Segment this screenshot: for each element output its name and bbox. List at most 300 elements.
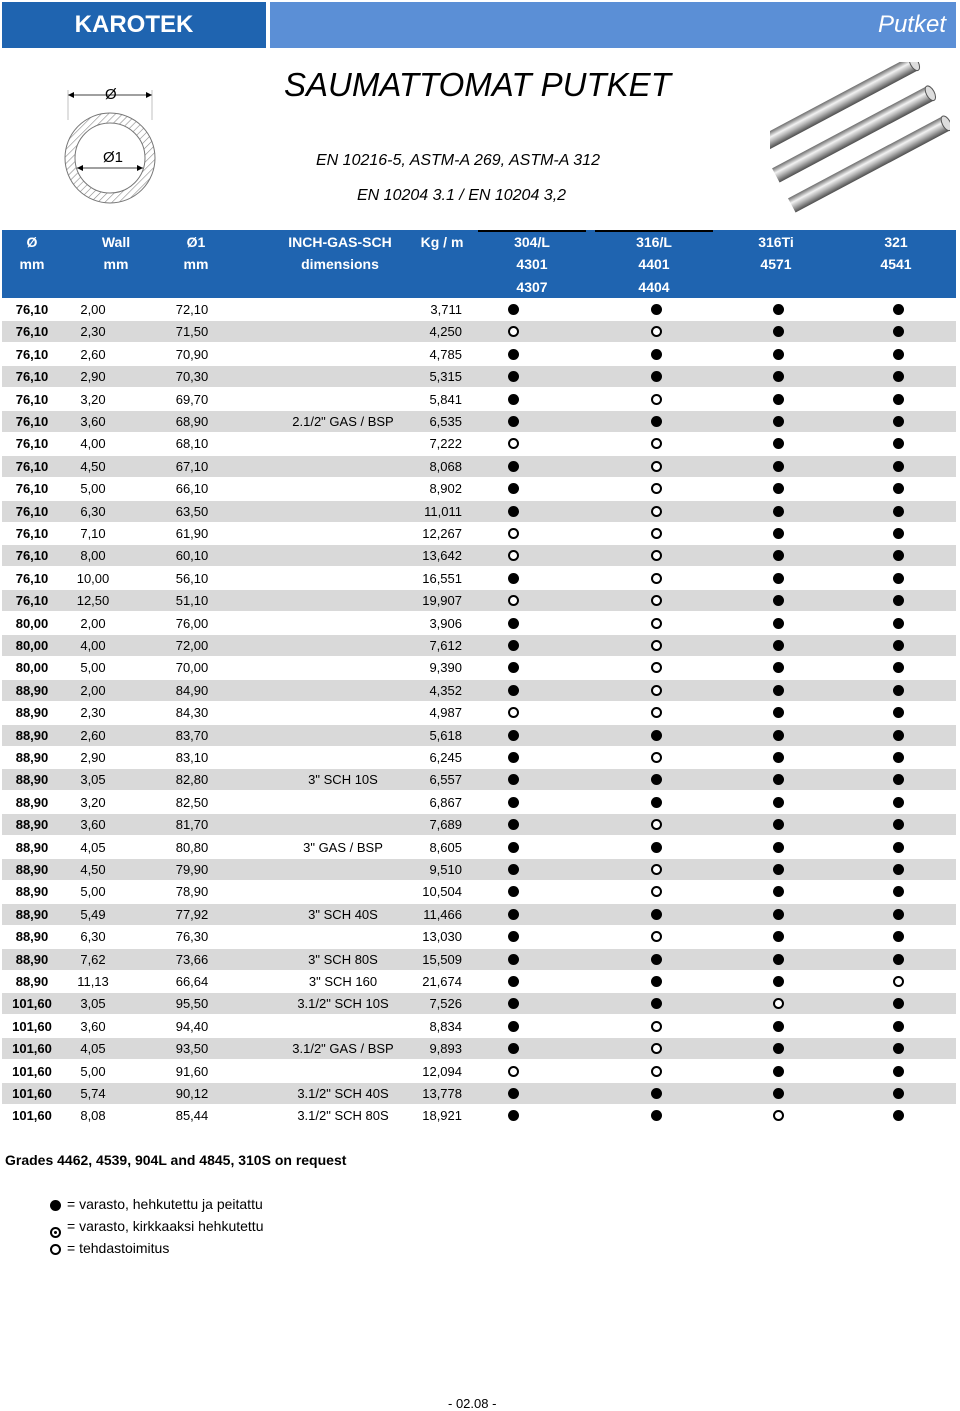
filled-dot-icon xyxy=(773,685,784,696)
table-row xyxy=(2,769,956,790)
inch-dimension-cell xyxy=(278,702,408,723)
outer-diameter-cell: 76,10 xyxy=(15,324,49,340)
inch-dimension-cell xyxy=(278,814,408,835)
filled-dot-icon xyxy=(893,416,904,427)
filled-dot-icon xyxy=(651,909,662,920)
ring-icon xyxy=(508,1066,519,1077)
outer-diameter-cell: 101,60 xyxy=(12,1063,52,1079)
table-row xyxy=(2,635,956,656)
weight-cell: 11,011 xyxy=(424,503,462,519)
weight-cell: 8,605 xyxy=(429,839,462,855)
wall-cell: 2,30 xyxy=(80,705,106,721)
table-row xyxy=(2,568,956,589)
filled-dot-icon xyxy=(893,506,904,517)
outer-diameter-cell: 88,90 xyxy=(15,705,49,721)
wall-cell: 2,60 xyxy=(80,346,106,362)
inch-dimension-cell xyxy=(278,523,408,544)
inch-dimension-cell xyxy=(278,299,408,320)
wall-cell: 2,30 xyxy=(80,324,106,340)
filled-dot-icon xyxy=(893,1110,904,1121)
weight-cell: 7,526 xyxy=(429,996,462,1012)
inner-diameter-cell: 85,44 xyxy=(175,1108,209,1124)
weight-cell: 6,867 xyxy=(429,794,462,810)
wall-cell: 10,00 xyxy=(76,570,110,586)
filled-dot-icon xyxy=(773,416,784,427)
inch-dimension-cell xyxy=(278,1061,408,1082)
filled-dot-icon xyxy=(893,730,904,741)
wall-cell: 4,50 xyxy=(80,458,106,474)
filled-dot-icon xyxy=(893,461,904,472)
outer-diameter-cell: 76,10 xyxy=(15,302,49,317)
filled-dot-icon xyxy=(508,819,519,830)
pipes-product-illustration xyxy=(770,62,950,222)
ring-icon xyxy=(651,326,662,337)
weight-cell: 7,689 xyxy=(429,817,462,833)
filled-dot-icon xyxy=(773,349,784,360)
filled-dot-icon xyxy=(893,842,904,853)
weight-cell: 5,618 xyxy=(429,727,462,743)
table-row xyxy=(2,545,956,566)
filled-dot-icon xyxy=(773,954,784,965)
table-row xyxy=(2,590,956,611)
filled-dot-icon xyxy=(893,752,904,763)
inner-diameter-cell: 60,10 xyxy=(175,548,209,564)
table-row xyxy=(2,1083,956,1104)
filled-dot-icon xyxy=(893,483,904,494)
inner-diameter-cell: 76,30 xyxy=(175,929,209,945)
inner-diameter-cell: 84,90 xyxy=(175,682,209,698)
inner-diameter-cell: 82,80 xyxy=(175,772,209,788)
inner-diameter-label: Ø1 xyxy=(103,149,124,166)
outer-diameter-cell: 76,10 xyxy=(15,391,49,407)
filled-dot-icon xyxy=(773,483,784,494)
filled-dot-icon xyxy=(893,1088,904,1099)
header-tab-304 xyxy=(478,230,586,232)
table-row xyxy=(2,366,956,387)
outer-diameter-cell: 101,60 xyxy=(12,1041,52,1057)
filled-dot-icon xyxy=(508,730,519,741)
table-row xyxy=(2,501,956,522)
ring-icon xyxy=(651,886,662,897)
filled-dot-icon xyxy=(508,1021,519,1032)
weight-cell: 16,551 xyxy=(422,570,462,586)
wall-cell: 5,00 xyxy=(80,1063,106,1079)
table-row xyxy=(2,433,956,454)
inner-diameter-cell: 71,50 xyxy=(175,324,209,340)
filled-dot-icon xyxy=(773,438,784,449)
outer-diameter-cell: 76,10 xyxy=(15,503,49,519)
wall-cell: 4,05 xyxy=(80,1041,106,1057)
weight-cell: 4,987 xyxy=(429,705,462,721)
inner-diameter-cell: 79,90 xyxy=(175,862,209,877)
filled-dot-icon xyxy=(773,976,784,987)
inch-dimension-cell xyxy=(278,1016,408,1037)
wall-cell: 5,00 xyxy=(80,884,106,900)
filled-dot-icon xyxy=(893,573,904,584)
standard-line-2: EN 10204 3.1 / EN 10204 3,2 xyxy=(357,187,567,204)
ring-icon xyxy=(651,752,662,763)
filled-dot-icon xyxy=(893,707,904,718)
outer-diameter-cell: 88,90 xyxy=(15,974,49,989)
filled-dot-icon xyxy=(508,573,519,584)
inner-diameter-cell: 82,50 xyxy=(175,794,209,810)
table-row xyxy=(2,881,956,902)
filled-dot-icon xyxy=(773,662,784,673)
col-321-num: 4541 xyxy=(880,256,912,272)
col-316-num1: 4401 xyxy=(638,256,670,272)
col-id-label: Ø1 xyxy=(186,234,206,250)
weight-cell: 21,674 xyxy=(422,974,462,989)
filled-dot-icon xyxy=(508,1110,519,1121)
wall-cell: 3,05 xyxy=(80,996,106,1012)
inch-dimension-cell xyxy=(278,321,408,342)
filled-dot-icon xyxy=(893,685,904,696)
table-row xyxy=(2,456,956,477)
table-row xyxy=(2,299,956,320)
filled-dot-icon xyxy=(773,864,784,875)
filled-dot-icon xyxy=(773,461,784,472)
wall-cell: 8,08 xyxy=(80,1108,106,1124)
weight-cell: 5,315 xyxy=(429,369,462,385)
filled-dot-icon xyxy=(773,909,784,920)
wall-cell: 6,30 xyxy=(80,929,106,945)
filled-dot-icon xyxy=(508,461,519,472)
inch-dimension-cell: 3" GAS / BSP xyxy=(303,839,383,855)
weight-cell: 12,094 xyxy=(422,1063,462,1079)
filled-dot-icon xyxy=(508,685,519,696)
ring-icon xyxy=(651,595,662,606)
wall-cell: 5,00 xyxy=(80,481,106,497)
filled-dot-icon xyxy=(773,394,784,405)
wall-cell: 2,00 xyxy=(80,302,106,317)
filled-dot-icon xyxy=(508,662,519,673)
filled-dot-icon xyxy=(508,416,519,427)
inch-dimension-cell xyxy=(278,657,408,678)
filled-dot-icon xyxy=(773,506,784,517)
outer-diameter-cell: 101,60 xyxy=(12,996,52,1012)
inch-dimension-cell xyxy=(278,389,408,410)
table-row xyxy=(2,1016,956,1037)
filled-dot-icon xyxy=(893,797,904,808)
outer-diameter-cell: 76,10 xyxy=(15,414,49,429)
weight-cell: 12,267 xyxy=(422,526,462,541)
weight-cell: 19,907 xyxy=(422,593,462,609)
filled-dot-icon xyxy=(508,506,519,517)
outer-diameter-cell: 101,60 xyxy=(12,1108,52,1124)
filled-dot-icon xyxy=(773,371,784,382)
inch-dimension-cell: 3.1/2" GAS / BSP xyxy=(292,1041,394,1057)
standard-line-1: EN 10216-5, ASTM-A 269, ASTM-A 312 xyxy=(316,152,600,169)
table-row xyxy=(2,971,956,992)
filled-dot-icon xyxy=(893,618,904,629)
inner-diameter-cell: 94,40 xyxy=(175,1018,209,1034)
outer-diameter-cell: 101,60 xyxy=(12,1086,52,1101)
legend-text: = varasto, hehkutettu ja peitattu xyxy=(67,1196,263,1212)
table-row xyxy=(2,702,956,723)
table-row xyxy=(2,680,956,701)
inch-dimension-cell xyxy=(278,501,408,522)
ring-icon xyxy=(651,506,662,517)
ring-icon xyxy=(651,1066,662,1077)
wall-cell: 7,62 xyxy=(80,951,106,967)
col-sch-label: INCH-GAS-SCH xyxy=(288,234,392,250)
filled-dot-icon xyxy=(651,349,662,360)
filled-dot-icon xyxy=(50,1200,61,1211)
filled-dot-icon xyxy=(651,842,662,853)
ring-icon xyxy=(508,326,519,337)
filled-dot-icon xyxy=(508,304,519,315)
filled-dot-icon xyxy=(651,304,662,315)
inner-diameter-cell: 70,30 xyxy=(175,369,209,385)
filled-dot-icon xyxy=(893,954,904,965)
filled-dot-icon xyxy=(651,797,662,808)
wall-cell: 5,49 xyxy=(80,906,106,922)
inner-diameter-cell: 66,64 xyxy=(175,974,209,989)
inner-diameter-cell: 73,66 xyxy=(175,951,209,967)
filled-dot-icon xyxy=(773,1021,784,1032)
outer-diameter-cell: 88,90 xyxy=(15,794,49,810)
weight-cell: 13,642 xyxy=(422,548,462,564)
inner-diameter-cell: 83,70 xyxy=(175,727,209,743)
page-title: SAUMATTOMAT PUTKET xyxy=(284,66,671,103)
ring-icon xyxy=(508,707,519,718)
inner-diameter-cell: 68,10 xyxy=(175,436,209,452)
ring-icon xyxy=(508,550,519,561)
wall-cell: 8,00 xyxy=(80,548,106,564)
filled-dot-icon xyxy=(508,1088,519,1099)
col-304-num2: 4307 xyxy=(516,279,548,295)
weight-cell: 13,030 xyxy=(422,929,462,945)
outer-diameter-cell: 88,90 xyxy=(15,951,49,967)
table-row xyxy=(2,1105,956,1126)
outer-diameter-label: Ø xyxy=(105,86,117,103)
header-tab-316 xyxy=(595,230,713,232)
ring-icon xyxy=(651,864,662,875)
filled-dot-icon xyxy=(651,730,662,741)
table-row xyxy=(2,837,956,858)
weight-cell: 4,250 xyxy=(429,324,462,340)
outer-diameter-cell: 76,10 xyxy=(15,458,49,474)
inner-diameter-cell: 56,10 xyxy=(175,570,209,586)
legend-text: = varasto, kirkkaaksi hehkutettu xyxy=(67,1218,264,1234)
outer-diameter-cell: 88,90 xyxy=(15,727,49,743)
filled-dot-icon xyxy=(773,573,784,584)
weight-cell: 6,535 xyxy=(429,414,462,429)
table-row xyxy=(2,613,956,634)
filled-dot-icon xyxy=(773,304,784,315)
inner-diameter-cell: 81,70 xyxy=(175,817,209,833)
inner-diameter-cell: 77,92 xyxy=(175,906,209,922)
inner-diameter-cell: 69,70 xyxy=(175,391,209,407)
weight-cell: 4,785 xyxy=(429,346,462,362)
filled-dot-icon xyxy=(893,909,904,920)
filled-dot-icon xyxy=(773,326,784,337)
filled-dot-icon xyxy=(773,618,784,629)
filled-dot-icon xyxy=(508,349,519,360)
legend-item-stock-pickled xyxy=(50,1196,263,1212)
wall-cell: 3,20 xyxy=(80,794,106,810)
outer-diameter-cell: 88,90 xyxy=(15,839,49,855)
outer-diameter-cell: 88,90 xyxy=(15,682,49,698)
inch-dimension-cell: 3" SCH 10S xyxy=(308,772,378,788)
ring-icon xyxy=(651,573,662,584)
brand-header: KAROTEK xyxy=(2,2,266,48)
weight-cell: 6,557 xyxy=(429,772,462,788)
inch-dimension-cell: 3" SCH 160 xyxy=(308,974,378,989)
weight-cell: 10,504 xyxy=(422,884,462,900)
inch-dimension-cell: 3" SCH 40S xyxy=(308,906,378,922)
inch-dimension-cell xyxy=(278,568,408,589)
filled-dot-icon xyxy=(893,1066,904,1077)
ring-icon xyxy=(651,1021,662,1032)
wall-cell: 4,50 xyxy=(80,862,106,877)
table-row xyxy=(2,411,956,432)
ring-icon xyxy=(651,394,662,405)
inch-dimension-cell xyxy=(278,456,408,477)
table-row xyxy=(2,725,956,746)
inner-diameter-cell: 68,90 xyxy=(175,414,209,429)
table-row xyxy=(2,344,956,365)
ring-icon xyxy=(651,662,662,673)
wall-cell: 3,60 xyxy=(80,414,106,429)
weight-cell: 13,778 xyxy=(422,1086,462,1101)
outer-diameter-cell: 80,00 xyxy=(15,660,49,676)
wall-cell: 4,00 xyxy=(80,638,106,653)
filled-dot-icon xyxy=(508,618,519,629)
inch-dimension-cell xyxy=(278,478,408,499)
filled-dot-icon xyxy=(651,371,662,382)
filled-dot-icon xyxy=(508,954,519,965)
ring-icon xyxy=(893,976,904,987)
weight-cell: 3,711 xyxy=(430,302,462,317)
filled-dot-icon xyxy=(893,931,904,942)
table-row xyxy=(2,657,956,678)
filled-dot-icon xyxy=(893,528,904,539)
col-304-num1: 4301 xyxy=(516,256,548,272)
legend-item-factory xyxy=(50,1240,169,1256)
ring-icon xyxy=(651,528,662,539)
inner-diameter-cell: 70,00 xyxy=(175,660,209,676)
filled-dot-icon xyxy=(893,371,904,382)
inch-dimension-cell xyxy=(278,590,408,611)
filled-dot-icon xyxy=(773,595,784,606)
filled-dot-icon xyxy=(651,998,662,1009)
filled-dot-icon xyxy=(893,349,904,360)
col-316-label: 316/L xyxy=(636,234,672,250)
table-row xyxy=(2,904,956,925)
filled-dot-icon xyxy=(773,842,784,853)
filled-dot-icon xyxy=(773,528,784,539)
filled-dot-icon xyxy=(773,1066,784,1077)
filled-dot-icon xyxy=(893,438,904,449)
col-304-label: 304/L xyxy=(514,234,550,250)
wall-cell: 2,90 xyxy=(80,369,106,385)
outer-diameter-cell: 88,90 xyxy=(15,772,49,788)
filled-dot-icon xyxy=(508,774,519,785)
filled-dot-icon xyxy=(651,774,662,785)
outer-diameter-cell: 76,10 xyxy=(15,526,49,541)
weight-cell: 8,902 xyxy=(429,481,462,497)
wall-cell: 6,30 xyxy=(80,503,106,519)
filled-dot-icon xyxy=(773,819,784,830)
inch-dimension-cell xyxy=(278,366,408,387)
inner-diameter-cell: 78,90 xyxy=(175,884,209,900)
col-od-label: Ø xyxy=(26,234,38,250)
ring-icon xyxy=(651,438,662,449)
outer-diameter-cell: 76,10 xyxy=(15,481,49,497)
ring-icon xyxy=(651,707,662,718)
table-row xyxy=(2,859,956,880)
wall-cell: 12,50 xyxy=(76,593,110,609)
inch-dimension-cell xyxy=(278,613,408,634)
table-row xyxy=(2,747,956,768)
filled-dot-icon xyxy=(508,394,519,405)
outer-diameter-cell: 80,00 xyxy=(15,638,49,653)
filled-dot-icon xyxy=(508,371,519,382)
table-row xyxy=(2,1038,956,1059)
wall-cell: 3,60 xyxy=(80,817,106,833)
filled-dot-icon xyxy=(508,483,519,494)
inner-diameter-cell: 66,10 xyxy=(175,481,209,497)
wall-cell: 5,00 xyxy=(80,660,106,676)
filled-dot-icon xyxy=(893,662,904,673)
ring-icon xyxy=(651,1043,662,1054)
outer-diameter-cell: 80,00 xyxy=(15,615,49,631)
col-321-label: 321 xyxy=(884,234,908,250)
filled-dot-icon xyxy=(893,998,904,1009)
page-number: - 02.08 - xyxy=(448,1396,497,1411)
ring-icon xyxy=(651,550,662,561)
ring-icon xyxy=(651,931,662,942)
inner-diameter-cell: 61,90 xyxy=(175,526,209,541)
filled-dot-icon xyxy=(773,1088,784,1099)
filled-dot-icon xyxy=(893,1043,904,1054)
filled-dot-icon xyxy=(508,842,519,853)
ring-icon xyxy=(651,819,662,830)
ring-icon xyxy=(651,640,662,651)
ring-icon xyxy=(651,483,662,494)
inch-dimension-cell: 3.1/2" SCH 80S xyxy=(297,1108,389,1124)
inner-diameter-cell: 70,90 xyxy=(175,346,209,362)
inner-diameter-cell: 80,80 xyxy=(175,839,209,855)
inner-diameter-cell: 76,00 xyxy=(175,615,209,631)
inch-dimension-cell xyxy=(278,344,408,365)
ring-icon xyxy=(651,618,662,629)
filled-dot-icon xyxy=(893,819,904,830)
wall-cell: 4,05 xyxy=(80,839,106,855)
weight-cell: 6,245 xyxy=(429,750,462,765)
table-row xyxy=(2,389,956,410)
wall-cell: 7,10 xyxy=(80,526,106,541)
col-id-unit: mm xyxy=(183,256,209,272)
col-316ti-label: 316Ti xyxy=(758,234,794,250)
filled-dot-icon xyxy=(893,304,904,315)
section-header: Putket xyxy=(270,2,956,48)
col-316ti-num: 4571 xyxy=(760,256,792,272)
table-row xyxy=(2,792,956,813)
inner-diameter-cell: 93,50 xyxy=(175,1041,209,1057)
inch-dimension-cell xyxy=(278,680,408,701)
wall-cell: 2,00 xyxy=(80,682,106,698)
filled-dot-icon xyxy=(893,1021,904,1032)
weight-cell: 15,509 xyxy=(422,951,462,967)
filled-dot-icon xyxy=(508,1043,519,1054)
filled-dot-icon xyxy=(773,550,784,561)
inner-diameter-cell: 63,50 xyxy=(175,503,209,519)
weight-cell: 7,612 xyxy=(429,638,462,653)
table-row xyxy=(2,993,956,1014)
wall-cell: 11,13 xyxy=(77,974,109,989)
